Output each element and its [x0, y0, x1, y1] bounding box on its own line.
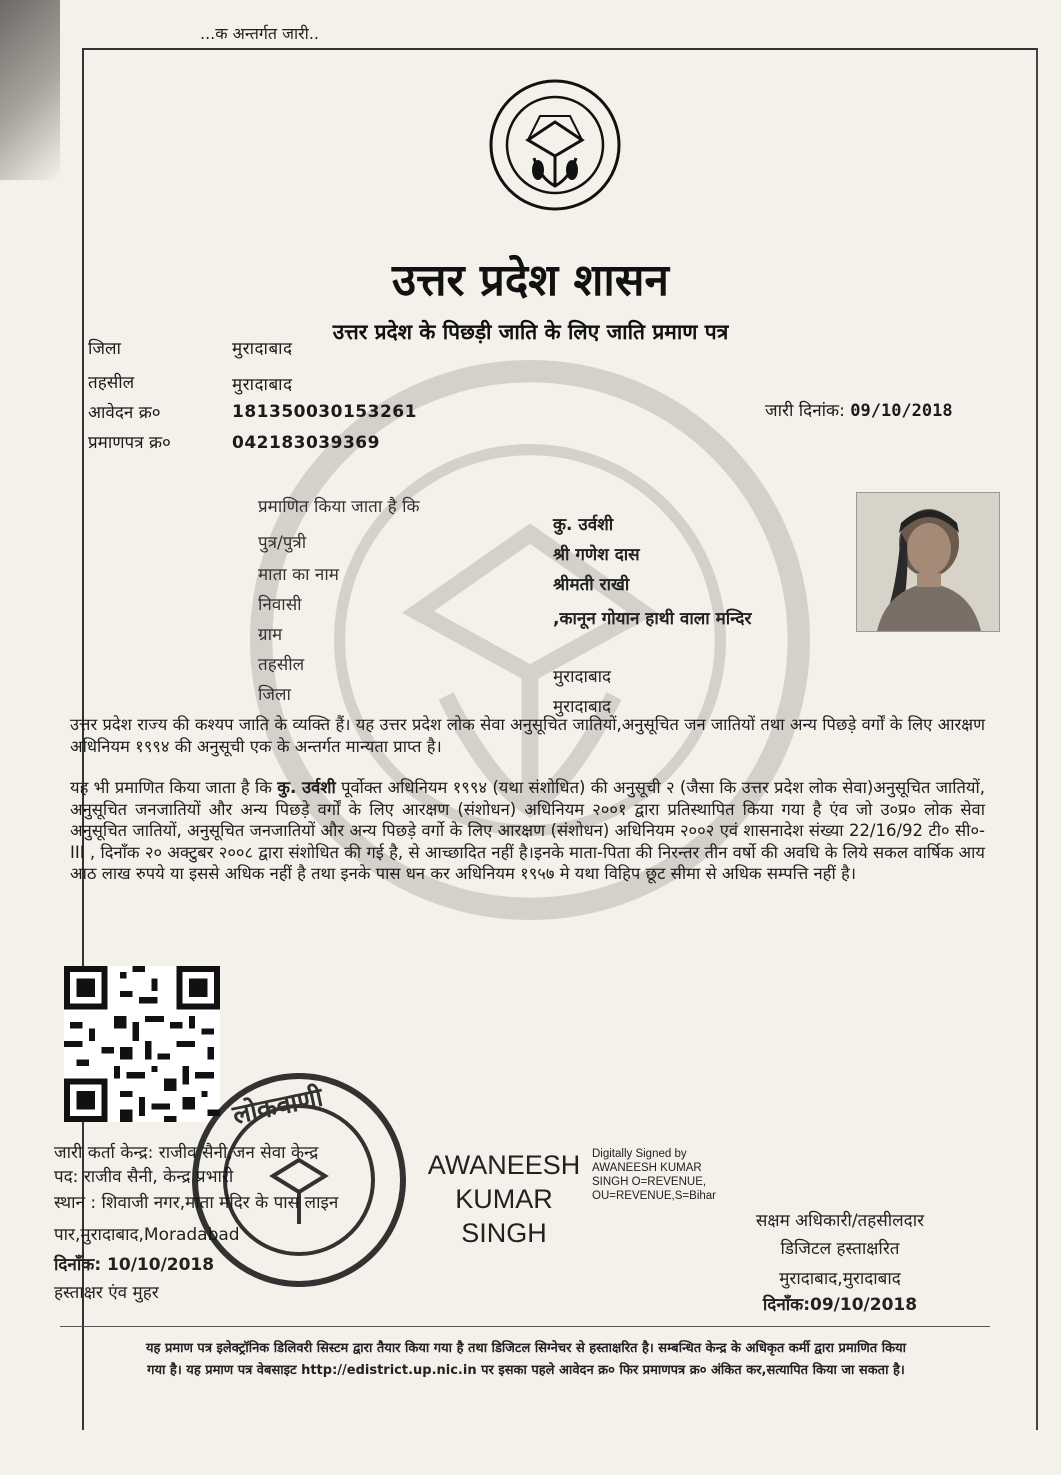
- detail-label: ग्राम: [258, 625, 283, 645]
- page-title: उत्तर प्रदेश शासन: [392, 255, 669, 306]
- signature-and-seal-label: हस्ताक्षर एंव मुहर: [54, 1283, 159, 1303]
- top-note: ...क अन्तर्गत जारी..: [200, 24, 319, 43]
- footer-text: पर इसका पहले आवेदन क्र० फिर प्रमाणपत्र क्र० अंकित कर,सत्यापित किया जा सकता है।: [481, 1363, 905, 1378]
- detail-value: ,कानून गोयान हाथी वाला मन्दिर: [553, 609, 752, 629]
- digitally-signed-label: डिजिटल हस्ताक्षरित: [780, 1239, 900, 1259]
- signer-name: [414, 1148, 594, 1250]
- footer-note: [62, 1338, 990, 1382]
- detail-label: तहसील: [258, 655, 305, 675]
- detail-value: मुरादाबाद: [553, 667, 612, 687]
- eligibility-text: पूर्वोक्त अधिनियम १९९४ (यथा संशोधित) की अनुसूची २ (जैसा कि उत्तर प्रदेश लोक सेवा)अनुसूचित जातियों, अनुसूचित जनजातियों और अन्य पिछड़े वर्गों के लिए आरक्षण (संशोधन) अधिनियम २००१ द्वारा प्रतिस्थापित किया गया है एंव जो उ०प्र० लोक सेवा अनुसूचित जातियों, अनुसूचित जनजातियों और अन्य पिछड़े वर्गो के लिए आरक्षण (संशोधन) अधिनियम २००२ एवं शासनादेश संख्या 22/16/92 टी० सी०-III , दिनाँक २० अक्टुबर २००८ द्वारा संशोधित की गई है, से आच्छादित नहीं है।इनके माता-पिता की निरन्तर तीन वर्षो की अवधि के लिये सकल वार्षिक आय आठ लाख रुपये या इससे अधिक नहीं है तथा इनके पास धन कर अधिनियम १९५७ मे यथा विहिप छूट सीमा से अधिक सम्पत्ति नहीं है।: [70, 778, 985, 883]
- eligibility-name: कु. उर्वशी: [277, 778, 336, 797]
- tehsil-label: तहसील: [88, 373, 135, 393]
- up-government-emblem-icon: [488, 78, 622, 212]
- authority-location: मुरादाबाद,मुरादाबाद: [779, 1269, 901, 1289]
- detail-value: कु. उर्वशी: [553, 515, 614, 535]
- detail-label: पुत्र/पुत्री: [258, 533, 307, 553]
- eligibility-prefix: यह भी प्रमाणित किया जाता है कि: [70, 778, 272, 797]
- issuer-date: दिनाँक: 10/10/2018: [54, 1255, 215, 1275]
- issuer-place: स्थान : शिवाजी नगर,माता मंदिर के पास लाइन: [54, 1193, 339, 1213]
- issuing-center: जारी कर्ता केन्द्र: राजीव सैनी,जन सेवा केन्द्र: [54, 1143, 319, 1163]
- applicant-photo: [856, 492, 1000, 632]
- authority-date: दिनाँक:09/10/2018: [762, 1295, 918, 1315]
- office-stamp-icon: [178, 1064, 420, 1296]
- verification-link[interactable]: http://edistrict.up.nic.in: [301, 1363, 477, 1378]
- application-no-label: आवेदन क्र०: [88, 403, 161, 423]
- issue-date-label: जारी दिनांक:: [765, 401, 845, 421]
- district-value: मुरादाबाद: [232, 339, 293, 359]
- signer-name-line: AWANEESH: [427, 1150, 581, 1180]
- caste-statement: उत्तर प्रदेश राज्य की कश्यप जाति के व्यक्ति हैं। यह उत्तर प्रदेश लोक सेवा अनुसूचित जातियों,अनुसूचित जन जातियों तथा अन्य पिछड़े वर्गों के लिए आरक्षण अधिनियम १९९४ की अनुसूची एक के अन्तर्गत मान्यता प्राप्त है।: [70, 715, 985, 756]
- district-label: जिला: [88, 339, 121, 359]
- detail-label: प्रमाणित किया जाता है कि: [258, 497, 420, 517]
- scan-shadow: [0, 0, 60, 180]
- detail-label: माता का नाम: [258, 565, 339, 585]
- tehsil-value: मुरादाबाद: [232, 375, 293, 395]
- eligibility-statement: [70, 777, 985, 885]
- footer-line-2: [62, 1360, 990, 1382]
- issuer-place-continued: पार,मुरादाबाद,Moradabad: [54, 1225, 240, 1245]
- stamp-text: लोकवाणी: [230, 1082, 326, 1131]
- detail-value: श्री गणेश दास: [553, 545, 640, 565]
- footer-text: गया है। यह प्रमाण पत्र वेबसाइट: [147, 1363, 297, 1378]
- certificate-no-value: 042183039369: [232, 433, 380, 453]
- issue-date: [765, 398, 953, 421]
- signer-name-line: SINGH: [461, 1218, 547, 1248]
- digital-signature-info: Digitally Signed by AWANEESH KUMAR SINGH O=REVENUE, OU=REVENUE,S=Bihar: [592, 1148, 716, 1202]
- detail-label: जिला: [258, 685, 291, 705]
- authority-title: सक्षम अधिकारी/तहसीलदार: [755, 1211, 925, 1231]
- detail-value: श्रीमती राखी: [553, 575, 630, 595]
- footer-line-1: यह प्रमाण पत्र इलेक्ट्रॉनिक डिलिवरी सिस्टम द्वारा तैयार किया गया है तथा डिजिटल सिग्नेचर से हस्ताक्षरित है। सम्बन्धित केन्द्र के अधिकृत कर्मी द्वारा प्रमाणित किया: [146, 1341, 906, 1356]
- signer-name-line: KUMAR: [455, 1184, 553, 1214]
- certificate-no-label: प्रमाणपत्र क्र०: [88, 433, 171, 453]
- issuer-designation: पद: राजीव सैनी, केन्द्र प्रभारी: [54, 1167, 234, 1187]
- footer-divider: [60, 1326, 990, 1327]
- certificate-subtitle: उत्तर प्रदेश के पिछड़ी जाति के लिए जाति प्रमाण पत्र: [332, 320, 729, 344]
- issue-date-value: 09/10/2018: [850, 401, 953, 421]
- detail-label: निवासी: [258, 595, 302, 615]
- detail-value: मुरादाबाद: [553, 697, 612, 717]
- application-no-value: 181350030153261: [232, 402, 417, 422]
